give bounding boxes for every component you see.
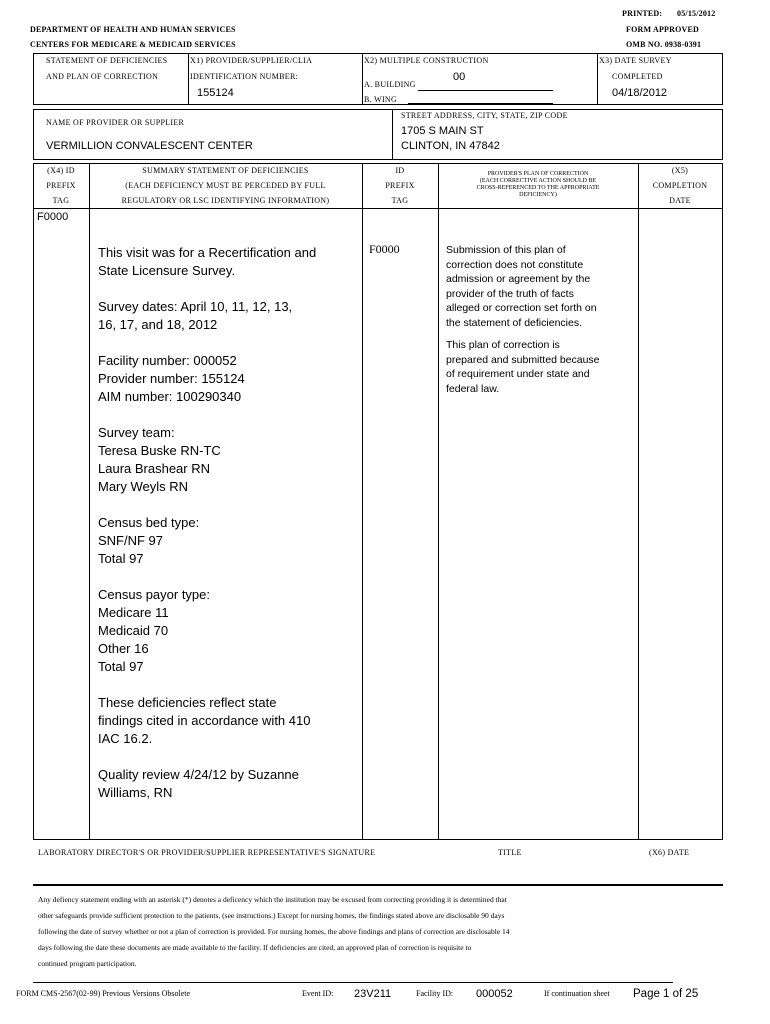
- continuation-label: If continuation sheet: [544, 989, 610, 998]
- id-header-1: ID: [395, 166, 405, 175]
- x2-label: X2) MULTIPLE CONSTRUCTION: [364, 56, 489, 65]
- statement-line: SNF/NF 97: [98, 533, 164, 548]
- x6-date-label: (X6) DATE: [649, 848, 690, 857]
- statement-line: State Licensure Survey.: [98, 263, 236, 278]
- statement-line: Provider number: 155124: [98, 371, 245, 386]
- provider-name-value: VERMILLION CONVALESCENT CENTER: [46, 140, 253, 152]
- address-line-2: CLINTON, IN 47842: [401, 140, 500, 152]
- notice-bottom-line: [33, 982, 673, 983]
- poc-paragraph: [446, 338, 634, 396]
- id-header-3: TAG: [391, 196, 409, 205]
- form-approved: FORM APPROVED: [626, 25, 700, 34]
- table-left-border: [33, 163, 34, 840]
- poc-line: of requirement under state and: [446, 368, 590, 380]
- address-line-1: 1705 S MAIN ST: [401, 125, 484, 137]
- table-bottom-border: [33, 839, 723, 840]
- box1-divider-1: [188, 53, 189, 105]
- col-divider-1: [89, 163, 90, 840]
- poc-line: provider of the truth of facts: [446, 287, 574, 300]
- statement-paragraph: [98, 298, 358, 334]
- form-number: FORM CMS-2567(02-99) Previous Versions Obsolete: [16, 989, 191, 998]
- statement-line: Medicare 11: [98, 605, 169, 620]
- col-divider-4: [638, 163, 639, 840]
- poc-line: federal law.: [446, 382, 500, 395]
- box2-bottom-border: [33, 159, 723, 160]
- facility-id-value: 000052: [476, 988, 513, 1000]
- statement-paragraph: [98, 694, 358, 748]
- building-underline: [418, 90, 553, 91]
- box1-bottom-border: [33, 104, 723, 105]
- left-prefix-tag: F0000: [37, 211, 69, 223]
- provider-id-value: 155124: [197, 87, 234, 99]
- summary-header-3: REGULATORY OR LSC IDENTIFYING INFORMATION): [121, 196, 330, 205]
- statement-line: Survey team:: [98, 425, 175, 440]
- x4-header-1: (X4) ID: [47, 166, 75, 175]
- statement-line: Census bed type:: [98, 515, 200, 530]
- wing-label: B. WING: [364, 95, 398, 104]
- statement-paragraph: [98, 352, 358, 406]
- table-right-border: [722, 163, 723, 840]
- box1-divider-3: [597, 53, 598, 105]
- x1-label-2: IDENTIFICATION NUMBER:: [190, 72, 299, 81]
- building-label: A. BUILDING: [364, 80, 416, 89]
- statement-line: Other 16: [98, 641, 149, 656]
- event-id-value: 23V211: [354, 988, 392, 1000]
- box2-divider: [392, 109, 393, 160]
- box2-left-border: [33, 109, 34, 160]
- x3-label: X3) DATE SURVEY: [599, 56, 672, 65]
- event-id-label: Event ID:: [302, 989, 334, 998]
- building-value: 00: [453, 71, 466, 83]
- printed-label: PRINTED:: [622, 9, 663, 18]
- deficiency-statement: [98, 244, 358, 820]
- box1-top-border: [33, 53, 723, 54]
- statement-line: These deficiencies reflect state: [98, 695, 277, 710]
- page-number: Page 1 of 25: [633, 988, 699, 1000]
- statement-line: Total 97: [98, 659, 144, 674]
- printed-date: 05/15/2012: [677, 9, 716, 18]
- notice-line: continued program participation.: [38, 959, 137, 968]
- x5-header-1: (X5): [671, 166, 689, 175]
- x4-header-2: PREFIX: [46, 181, 76, 190]
- poc-header-3: CROSS-REFERENCED TO THE APPROPRIATE: [476, 185, 600, 191]
- statement-label-1: STATEMENT OF DEFICIENCIES: [46, 56, 168, 65]
- statement-line: Quality review 4/24/12 by Suzanne: [98, 767, 299, 782]
- poc-line: This plan of correction is: [446, 339, 560, 351]
- poc-line: alleged or correction set forth on: [446, 302, 597, 314]
- disclosure-notice: [38, 892, 708, 972]
- wing-underline: [408, 103, 553, 104]
- statement-paragraph: [98, 514, 358, 568]
- poc-header: [438, 171, 638, 199]
- x5-header-2: COMPLETION: [652, 181, 708, 190]
- col-divider-3: [438, 163, 439, 840]
- statement-line: 16, 17, and 18, 2012: [98, 317, 218, 332]
- statement-paragraph: [98, 244, 358, 280]
- poc-paragraph: [446, 243, 634, 330]
- poc-line: admission or agreement by the: [446, 273, 591, 285]
- poc-header-2: (EACH CORRECTIVE ACTION SHOULD BE: [479, 178, 597, 184]
- statement-paragraph: [98, 586, 358, 676]
- x4-header-3: TAG: [52, 196, 70, 205]
- statement-label-2: AND PLAN OF CORRECTION: [46, 72, 159, 81]
- statement-line: Total 97: [98, 551, 144, 566]
- statement-paragraph: [98, 424, 358, 496]
- id-header-2: PREFIX: [385, 181, 415, 190]
- box1-left-border: [33, 53, 34, 105]
- notice-line: other safeguards provide sufficient protection to the patients. (see instructions.) Except for nursing homes, the findings stated above are disclosable 90 days: [38, 911, 505, 920]
- director-signature-label: LABORATORY DIRECTOR'S OR PROVIDER/SUPPLIER REPRESENTATIVE'S SIGNATURE: [38, 848, 376, 857]
- signature-bottom-line: [33, 884, 723, 886]
- title-label: TITLE: [498, 848, 522, 857]
- statement-line: Teresa Buske RN-TC: [98, 443, 221, 458]
- statement-line: Facility number: 000052: [98, 353, 237, 368]
- poc-line: prepared and submitted because: [446, 353, 600, 366]
- facility-id-label: Facility ID:: [416, 989, 454, 998]
- plan-of-correction: [446, 243, 634, 404]
- statement-line: Census payor type:: [98, 587, 211, 602]
- statement-line: Survey dates: April 10, 11, 12, 13,: [98, 299, 293, 314]
- poc-header-1: PROVIDER'S PLAN OF CORRECTION: [487, 171, 589, 177]
- statement-line: Medicaid 70: [98, 623, 169, 638]
- statement-line: Williams, RN: [98, 785, 173, 800]
- poc-line: correction does not constitute: [446, 258, 584, 271]
- statement-line: IAC 16.2.: [98, 731, 153, 746]
- statement-line: AIM number: 100290340: [98, 389, 242, 404]
- department-name: DEPARTMENT OF HEALTH AND HUMAN SERVICES: [30, 25, 236, 34]
- address-label: STREET ADDRESS, CITY, STATE, ZIP CODE: [401, 111, 568, 120]
- notice-line: days following the date these documents are made available to the facility. If deficiencies are cited, an approved plan of correction is requisite to: [38, 943, 472, 952]
- omb-number: OMB NO. 0938-0391: [626, 40, 702, 49]
- box1-right-border: [722, 53, 723, 105]
- right-prefix-tag: F0000: [369, 242, 400, 256]
- statement-paragraph: [98, 766, 358, 802]
- table-header-bottom: [33, 208, 723, 209]
- poc-line: Submission of this plan of: [446, 244, 566, 256]
- box2-top-border: [33, 109, 723, 110]
- x3-label-2: COMPLETED: [612, 72, 663, 81]
- summary-header-2: (EACH DEFICIENCY MUST BE PERCEDED BY FULL: [125, 181, 326, 190]
- survey-date-value: 04/18/2012: [612, 87, 668, 99]
- box1-divider-2: [362, 53, 363, 105]
- statement-line: Mary Weyls RN: [98, 479, 189, 494]
- notice-line: Any defiency statement ending with an asterisk (*) denotes a deficency which the institution may be excused from correcting providing it is determined that: [38, 895, 507, 904]
- statement-line: Laura Brashear RN: [98, 461, 210, 476]
- x5-header-3: DATE: [669, 196, 691, 205]
- notice-line: following the date of survey whether or not a plan of correction is provided. For nursing homes, the above findings and plans of correction are disclosable 14: [38, 927, 510, 936]
- col-divider-2: [362, 163, 363, 840]
- centers-name: CENTERS FOR MEDICARE & MEDICAID SERVICES: [30, 40, 236, 49]
- poc-line: the statement of deficiencies.: [446, 316, 582, 329]
- summary-header-1: SUMMARY STATEMENT OF DEFICIENCIES: [142, 166, 309, 175]
- provider-name-label: NAME OF PROVIDER OR SUPPLIER: [46, 118, 185, 127]
- x1-label-1: X1) PROVIDER/SUPPLIER/CLIA: [190, 56, 313, 65]
- statement-line: findings cited in accordance with 410: [98, 713, 311, 728]
- table-top-border: [33, 163, 723, 164]
- box2-right-border: [722, 109, 723, 160]
- statement-line: This visit was for a Recertification and: [98, 245, 317, 260]
- poc-header-4: DEFICIENCY): [519, 192, 557, 198]
